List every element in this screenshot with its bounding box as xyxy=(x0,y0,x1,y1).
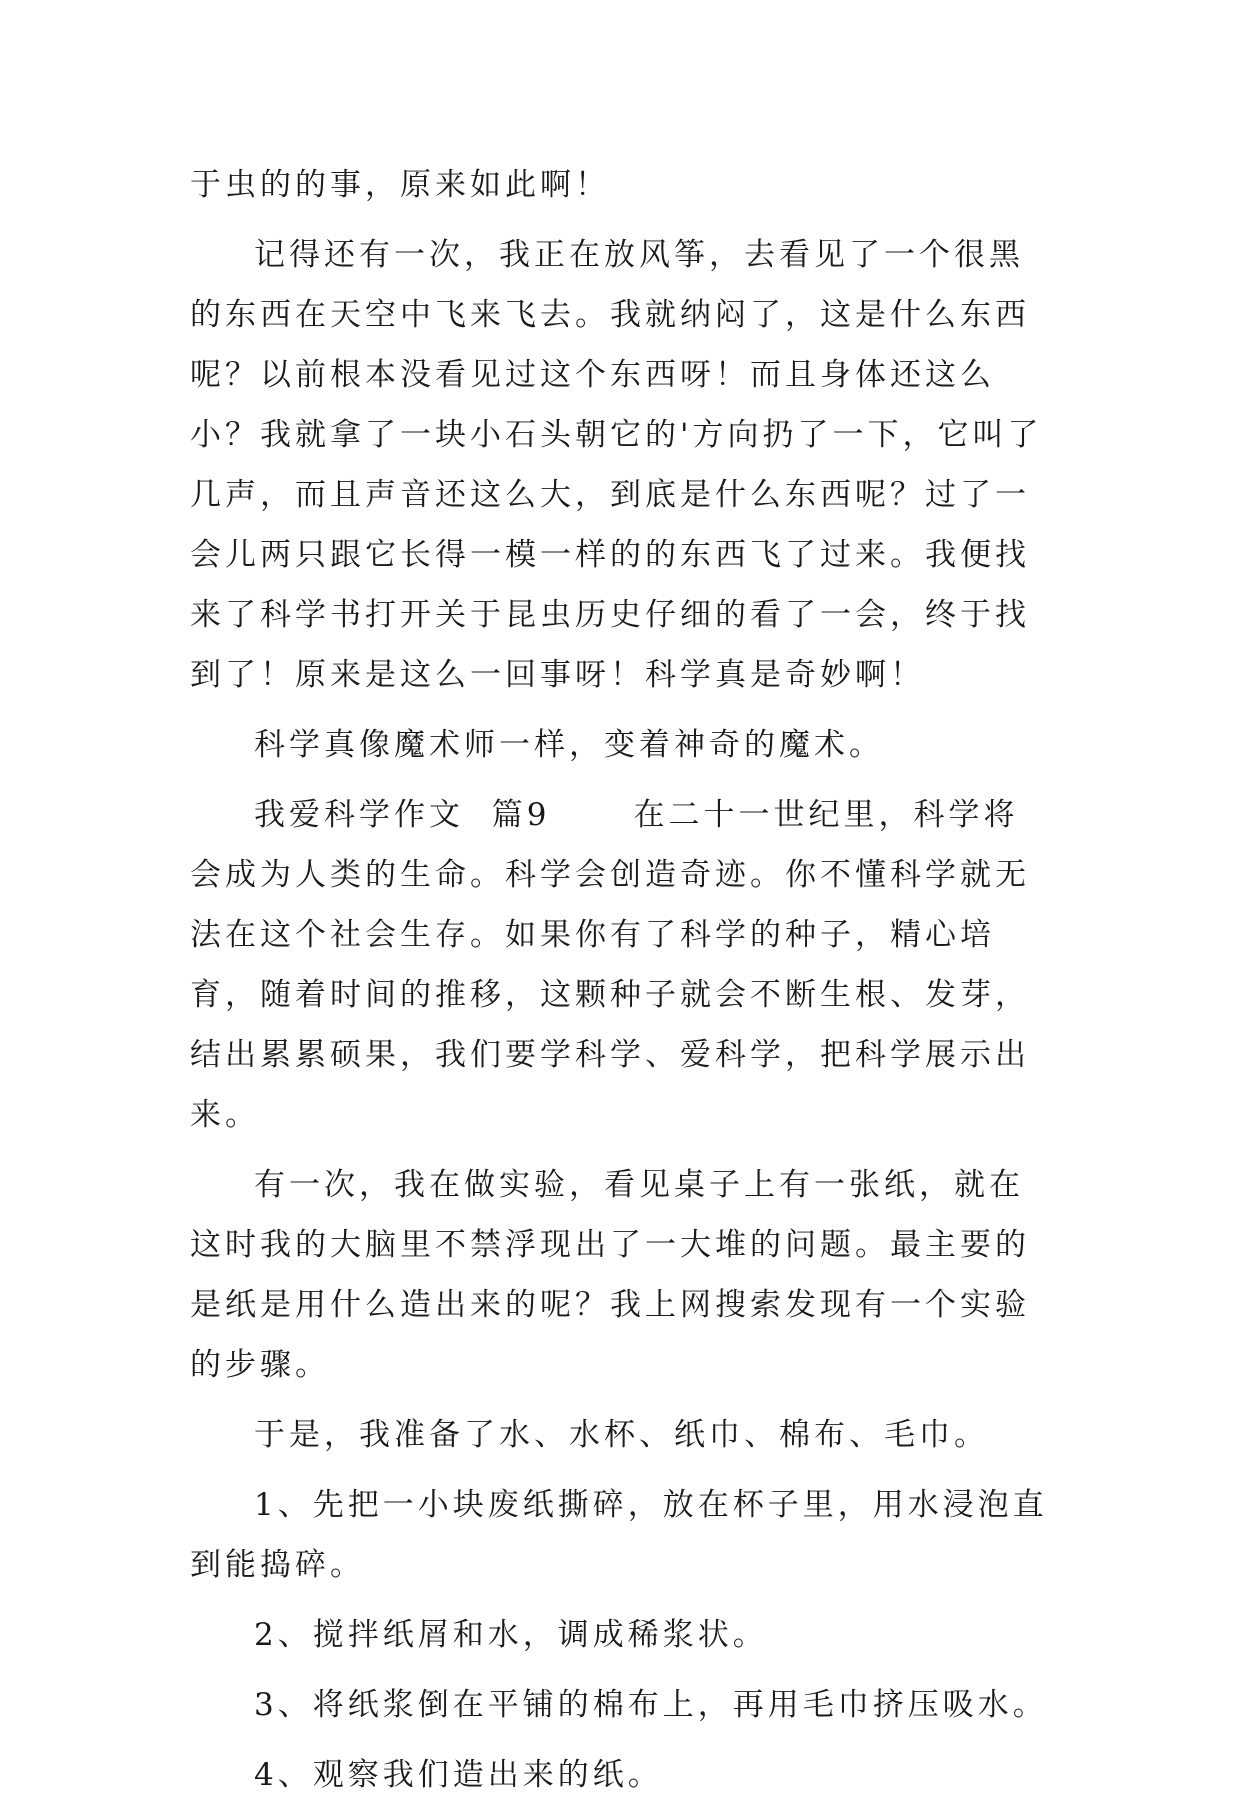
paragraph-10: 4、观察我们造出来的纸。 xyxy=(254,1757,663,1793)
paragraph-9: 3、将纸浆倒在平铺的棉布上，再用毛巾挤压吸水。 xyxy=(254,1687,1048,1723)
paragraph-5: 有一次，我在做实验，看见桌子上有一张纸，就在这时我的大脑里不禁浮现出了一大堆的问题。最主要的是纸是用什么造出来的呢？我上网搜索发现有一个实验的步骤。 xyxy=(190,1167,1030,1383)
paragraph-7: 1、先把一小块废纸撕碎，放在杯子里，用水浸泡直到能捣碎。 xyxy=(190,1487,1048,1583)
document-body xyxy=(190,155,1050,1815)
paragraph-3: 科学真像魔术师一样，变着神奇的魔术。 xyxy=(254,727,884,763)
paragraph-4: 我爱科学作文 篇9 在二十一世纪里，科学将会成为人类的生命。科学会创造奇迹。你不懂科学就无法在这个社会生存。如果你有了科学的种子，精心培育，随着时间的推移，这颗种子就会不断生根、发芽，结出累累硕果，我们要学科学、爱科学，把科学展示出来。 xyxy=(190,797,1030,1133)
paragraph-1: 于虫的的事，原来如此啊！ xyxy=(190,167,610,203)
paragraph-8: 2、搅拌纸屑和水，调成稀浆状。 xyxy=(254,1617,768,1653)
paragraph-6: 于是，我准备了水、水杯、纸巾、棉布、毛巾。 xyxy=(254,1417,989,1453)
paragraph-2: 记得还有一次，我正在放风筝，去看见了一个很黑的东西在天空中飞来飞去。我就纳闷了，这是什么东西呢？以前根本没看见过这个东西呀！而且身体还这么小？我就拿了一块小石头朝它的'方向扔了一下，它叫了几声，而且声音还这么大，到底是什么东西呢？过了一会儿两只跟它长得一模一样的的东西飞了过来。我便找来了科学书打开关于昆虫历史仔细的看了一会，终于找到了！原来是这么一回事呀！科学真是奇妙啊！ xyxy=(190,237,1043,693)
